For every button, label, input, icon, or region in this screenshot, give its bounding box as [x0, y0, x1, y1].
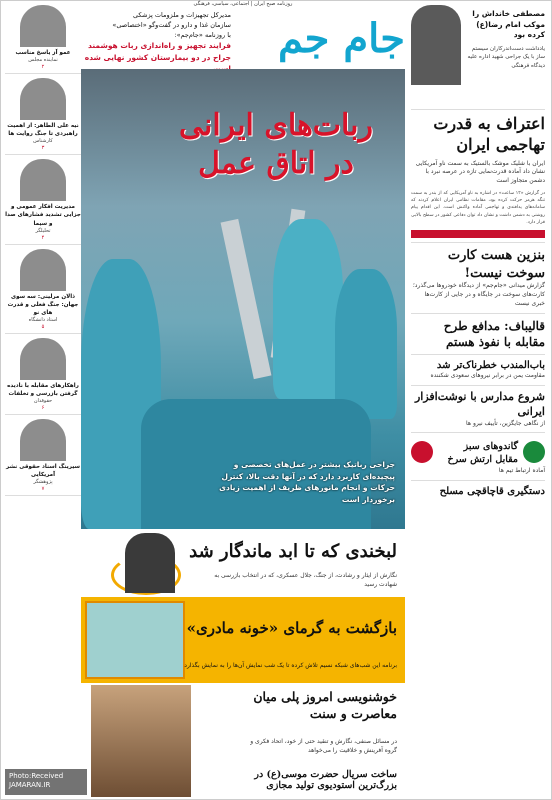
commentator-role: تحلیلگر	[35, 227, 51, 234]
lead-text: ایران با شلیک موشک بالستیک به سمت ناو آمریکایی نشان داد آماده قدرت‌نمایی تازه در عرصه نبرد با دشمن متجاوز است	[415, 159, 545, 184]
derby-text: آماده ارتباط تیم ها	[498, 467, 545, 475]
commentary-item[interactable]	[5, 249, 81, 334]
robot-arm	[221, 219, 272, 379]
story-mother-home[interactable]	[81, 597, 405, 683]
qalibaf-story[interactable]	[411, 313, 545, 350]
page-number: ۳	[41, 145, 45, 152]
club-logos	[411, 441, 545, 467]
watermark-line-2: JAMARAN.IR	[9, 781, 51, 790]
commentator-avatar	[20, 249, 66, 291]
page-number: ۴	[41, 234, 45, 241]
green-club-logo-icon	[523, 441, 545, 463]
martyr-photo	[125, 533, 175, 593]
left-column	[5, 5, 81, 797]
commentator-avatar	[20, 78, 66, 120]
commentator-avatar	[20, 5, 66, 47]
story-calligraphy[interactable]	[81, 685, 405, 797]
page-number: ۲	[41, 64, 45, 71]
commentator-role: استاد دانشگاه	[28, 316, 58, 323]
commentary-title: سیرینگ اسناد حقوقی نشر آمریکایی	[5, 464, 81, 479]
commentator-role: کارشناس	[33, 138, 53, 145]
divider	[5, 154, 81, 155]
teaser-line-3: با روزنامه «جام‌جم»:	[174, 30, 231, 39]
commentary-title: ذالان مرلینی: سه سوی جهان: جنگ فعلی و قدرت های نو	[7, 293, 79, 316]
hero-caption: جراحی رباتیک بیشتر در عمل‌های تخصصی و پیچیده‌ای کاربرد دارد که در آنها دقت بالا، کنترل حرکات و انجام مانورهای ظریف از اهمیت زیادی برخوردار است	[219, 460, 395, 504]
commentary-list	[5, 5, 81, 496]
school-text: از نگاهی جایگزین، تأییف نیرو ها	[466, 419, 545, 427]
derby-story[interactable]	[411, 432, 545, 475]
commentary-title: عمو آز یاسخ مناسب	[15, 50, 71, 56]
commentary-item[interactable]	[5, 5, 81, 74]
teaser-highlight: فرایند تجهیز و راه‌اندازی ربات هوشمند جراح در دو بیمارستان کشور نهایی شده	[84, 41, 231, 62]
story-smile-text: نگارش از ایثار و رشادت، از جنگ، جلال عسکری، که در انتخاب بازرسی به شهادت رسید	[214, 572, 397, 588]
fuel-story[interactable]	[411, 242, 545, 308]
lead-body: در گزارش «۱۲ ساعت» در اشاره به ناو آمریکایی که از بندر به سمت تنگه هرمز حرکت کرده بود، مقامات نظامی ایران اعلام کردند که سامانه‌های پدافندی و تهاجمی آماده واکنش است. این اقدام پیام روشنی به دشمن داشت و نشان داد توان دفاعی کشور در سطح بالایی قرار دارد.	[411, 190, 546, 226]
commentary-item[interactable]	[5, 78, 81, 155]
surgeon-right	[335, 269, 397, 419]
story-moses-series[interactable]: ساخت سریال حضرت موسی(ع) در بزرگ‌ترین استودیوی تولید مجازی	[254, 769, 397, 791]
story-smile-title: لبخندی که تا ابد ماندگار شد	[189, 541, 397, 562]
commentary-item[interactable]	[5, 159, 81, 244]
feature-text: یادداشت دست‌اندرکاران سیستم ساز با یک جراحی شهید اداره علیه دیدگاه فرهنگی	[467, 46, 545, 69]
commentator-role: پژوهشگر	[33, 479, 53, 486]
story-mother-home-text: برنامه این شب‌های شبکه نسیم تلاش کرده تا یک شب نمایش آن‌ها را به نمایش بگذارد	[184, 662, 397, 669]
hero-title: ربات‌های ایرانی در اتاق عمل	[178, 108, 374, 181]
bab-text: مقاومت یمن در برابر نیروهای سعودی شکننده	[430, 372, 545, 380]
qalibaf-title: قالیباف: مدافع طرح مقابله با نفوذ هستم	[443, 318, 545, 349]
last-title: دستگیری قاچاقچی مسلح	[439, 485, 545, 497]
story-calligraphy-text: در مسائل صنفی، نگارش و تنقید حتی از خود، اتحاد فکری و گروه آفرینش و خلاقیت را می‌خواهد	[250, 738, 397, 754]
commentator-role: حقوقدان	[33, 398, 53, 405]
fuel-text: گزارش میدانی «جام‌جم» از دیدگاه خودروها می‌گذرد؛ کارت‌های سوخت در جایگاه و در جایی از کارت‌ها خبری نیست	[412, 282, 545, 307]
commentary-title: راهکارهای مقابله با نادیده گرفتن بازرسی و تخلفات	[7, 382, 79, 398]
feature-title: مصطفی خانداش را موکب امام رضا(ع) کرده بود	[472, 9, 545, 39]
top-teaser[interactable]	[81, 11, 231, 74]
school-title: شروع مدارس با نوشت‌افزار ایرانی	[414, 390, 545, 418]
school-story[interactable]	[411, 385, 545, 428]
masthead	[235, 11, 405, 67]
calligrapher-photo	[91, 685, 191, 797]
page-number: ۷	[41, 486, 45, 493]
page-number: ۶	[41, 405, 45, 412]
hero-photo[interactable]	[81, 69, 405, 529]
feature-portrait	[411, 5, 461, 85]
fuel-title: بنزین هست کارت سوخت نیست!	[447, 248, 545, 281]
photo-watermark	[5, 769, 87, 795]
page-number: ۵	[41, 323, 45, 330]
story-calligraphy-title: خوشنویسی امروز پلی میان معاصرت و سنت	[253, 689, 397, 721]
last-story[interactable]	[411, 480, 545, 499]
commentary-item[interactable]	[5, 419, 81, 496]
derby-title: گاندوهای سبز مقابل ارتش سرخ	[447, 441, 518, 466]
commentary-item[interactable]	[5, 338, 81, 415]
surgeon-center	[273, 219, 343, 399]
commentator-role: نماینده مجلس	[28, 57, 58, 64]
feature-box[interactable]	[411, 5, 545, 105]
story-mother-home-title: بازگشت به گرمای «خونه مادری»	[186, 619, 397, 637]
lead-story[interactable]	[411, 109, 545, 226]
divider	[5, 333, 81, 334]
commentary-title: مدیریت افکار عمومی و جزایی تشدید فشارهای صدا و سیما	[5, 204, 81, 227]
commentator-avatar	[20, 419, 66, 461]
teaser-line-2: سازمان غذا و دارو در گفت‌وگو «اختصاصی»	[112, 20, 231, 29]
commentary-title: نیه علی الطاهر: از اهمیت راهبردی تا جنگ روایت ها	[7, 123, 79, 138]
divider	[5, 73, 81, 74]
teaser-line-1: مدیرکل تجهیزات و ملزومات پزشکی	[133, 11, 231, 19]
story-smile[interactable]	[81, 533, 405, 593]
divider	[5, 244, 81, 245]
right-column	[411, 5, 545, 797]
commentator-avatar	[20, 338, 66, 380]
divider	[5, 414, 81, 415]
section-divider	[411, 230, 545, 238]
commentator-avatar	[20, 159, 66, 201]
tv-show-poster	[85, 601, 185, 679]
lead-title: اعتراف به قدرت تهاجمی ایران	[433, 114, 545, 154]
divider	[5, 495, 81, 496]
logo: جام جم	[278, 15, 405, 62]
header-strip: روزنامه صبح ایران | اجتماعی، سیاسی، فرهنگی	[193, 1, 293, 7]
red-club-logo-icon	[411, 441, 433, 463]
watermark-line-1: Photo:Received	[9, 772, 64, 780]
bab-title: باب‌المندب خطرناک‌تر شد	[436, 359, 545, 371]
bab-story[interactable]	[411, 354, 545, 381]
middle-column	[81, 5, 405, 797]
